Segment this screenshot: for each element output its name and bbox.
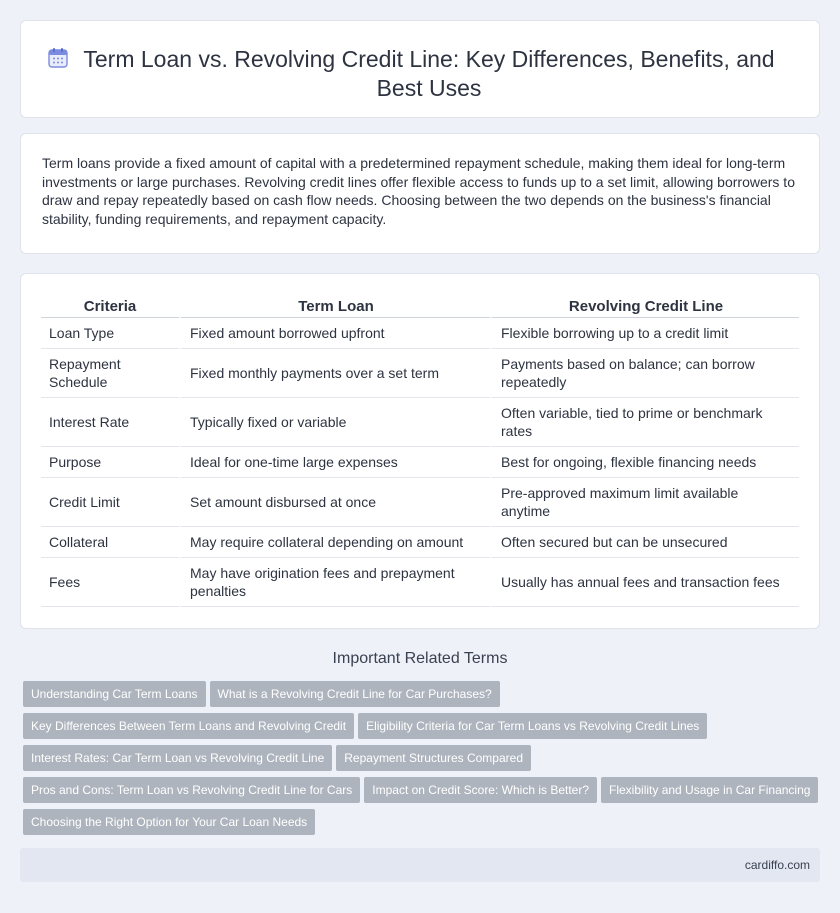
header-revolving-credit-line: Revolving Credit Line [490, 296, 799, 318]
intro-card [20, 133, 820, 254]
related-tag[interactable]: Eligibility Criteria for Car Term Loans vs Revolving Credit Lines [358, 713, 707, 739]
related-tag[interactable]: Choosing the Right Option for Your Car Loan Needs [23, 809, 315, 835]
table-row [41, 349, 799, 398]
criteria-cell: Purpose [41, 447, 179, 478]
comparison-table [41, 296, 799, 607]
revolving-cell: Payments based on balance; can borrow repeatedly [490, 349, 799, 398]
criteria-cell: Interest Rate [41, 398, 179, 447]
related-tag[interactable]: Understanding Car Term Loans [23, 681, 206, 707]
table-row [41, 447, 799, 478]
revolving-cell: Often secured but can be unsecured [490, 527, 799, 558]
related-tag[interactable]: Flexibility and Usage in Car Financing [601, 777, 818, 803]
criteria-cell: Collateral [41, 527, 179, 558]
criteria-cell: Loan Type [41, 318, 179, 349]
revolving-cell: Best for ongoing, flexible financing needs [490, 447, 799, 478]
criteria-cell: Credit Limit [41, 478, 179, 527]
related-tag[interactable]: Impact on Credit Score: Which is Better? [364, 777, 597, 803]
page-title: Term Loan vs. Revolving Credit Line: Key Differences, Benefits, and Best Uses [83, 46, 775, 101]
revolving-cell: Flexible borrowing up to a credit limit [490, 318, 799, 349]
table-row [41, 398, 799, 447]
table-row [41, 527, 799, 558]
related-tag[interactable]: Key Differences Between Term Loans and Revolving Credit [23, 713, 354, 739]
criteria-cell: Repayment Schedule [41, 349, 179, 398]
footer [20, 848, 820, 882]
related-tag[interactable]: Interest Rates: Car Term Loan vs Revolving Credit Line [23, 745, 332, 771]
criteria-cell: Fees [41, 558, 179, 607]
comparison-table-card [20, 273, 820, 629]
term-loan-cell: Fixed monthly payments over a set term [179, 349, 490, 398]
title-card [20, 20, 820, 118]
related-terms-heading: Important Related Terms [332, 650, 508, 667]
header-term-loan: Term Loan [179, 296, 490, 318]
term-loan-cell: May have origination fees and prepayment penalties [179, 558, 490, 607]
header-criteria: Criteria [41, 296, 179, 318]
term-loan-cell: Typically fixed or variable [179, 398, 490, 447]
term-loan-cell: May require collateral depending on amount [179, 527, 490, 558]
related-tag[interactable]: What is a Revolving Credit Line for Car Purchases? [210, 681, 500, 707]
related-tag[interactable]: Repayment Structures Compared [336, 745, 531, 771]
term-loan-cell: Ideal for one-time large expenses [179, 447, 490, 478]
term-loan-cell: Fixed amount borrowed upfront [179, 318, 490, 349]
revolving-cell: Often variable, tied to prime or benchmark rates [490, 398, 799, 447]
footer-site-link[interactable]: cardiffo.com [744, 858, 810, 872]
related-terms-list [23, 681, 823, 841]
table-row [41, 478, 799, 527]
table-header-row [41, 296, 799, 318]
related-tag[interactable]: Pros and Cons: Term Loan vs Revolving Credit Line for Cars [23, 777, 360, 803]
table-row [41, 558, 799, 607]
term-loan-cell: Set amount disbursed at once [179, 478, 490, 527]
table-row [41, 318, 799, 349]
revolving-cell: Pre-approved maximum limit available anytime [490, 478, 799, 527]
revolving-cell: Usually has annual fees and transaction fees [490, 558, 799, 607]
intro-paragraph: Term loans provide a fixed amount of capital with a predetermined repayment schedule, making them ideal for long-term investments or large purchases. Revolving credit lines offer flexible access to funds up to a set limit, allowing borrowers to draw and repay repeatedly based on cash flow needs. Choosing between the two depends on the business's financial stability, funding requirements, and repayment capacity. [42, 155, 795, 227]
